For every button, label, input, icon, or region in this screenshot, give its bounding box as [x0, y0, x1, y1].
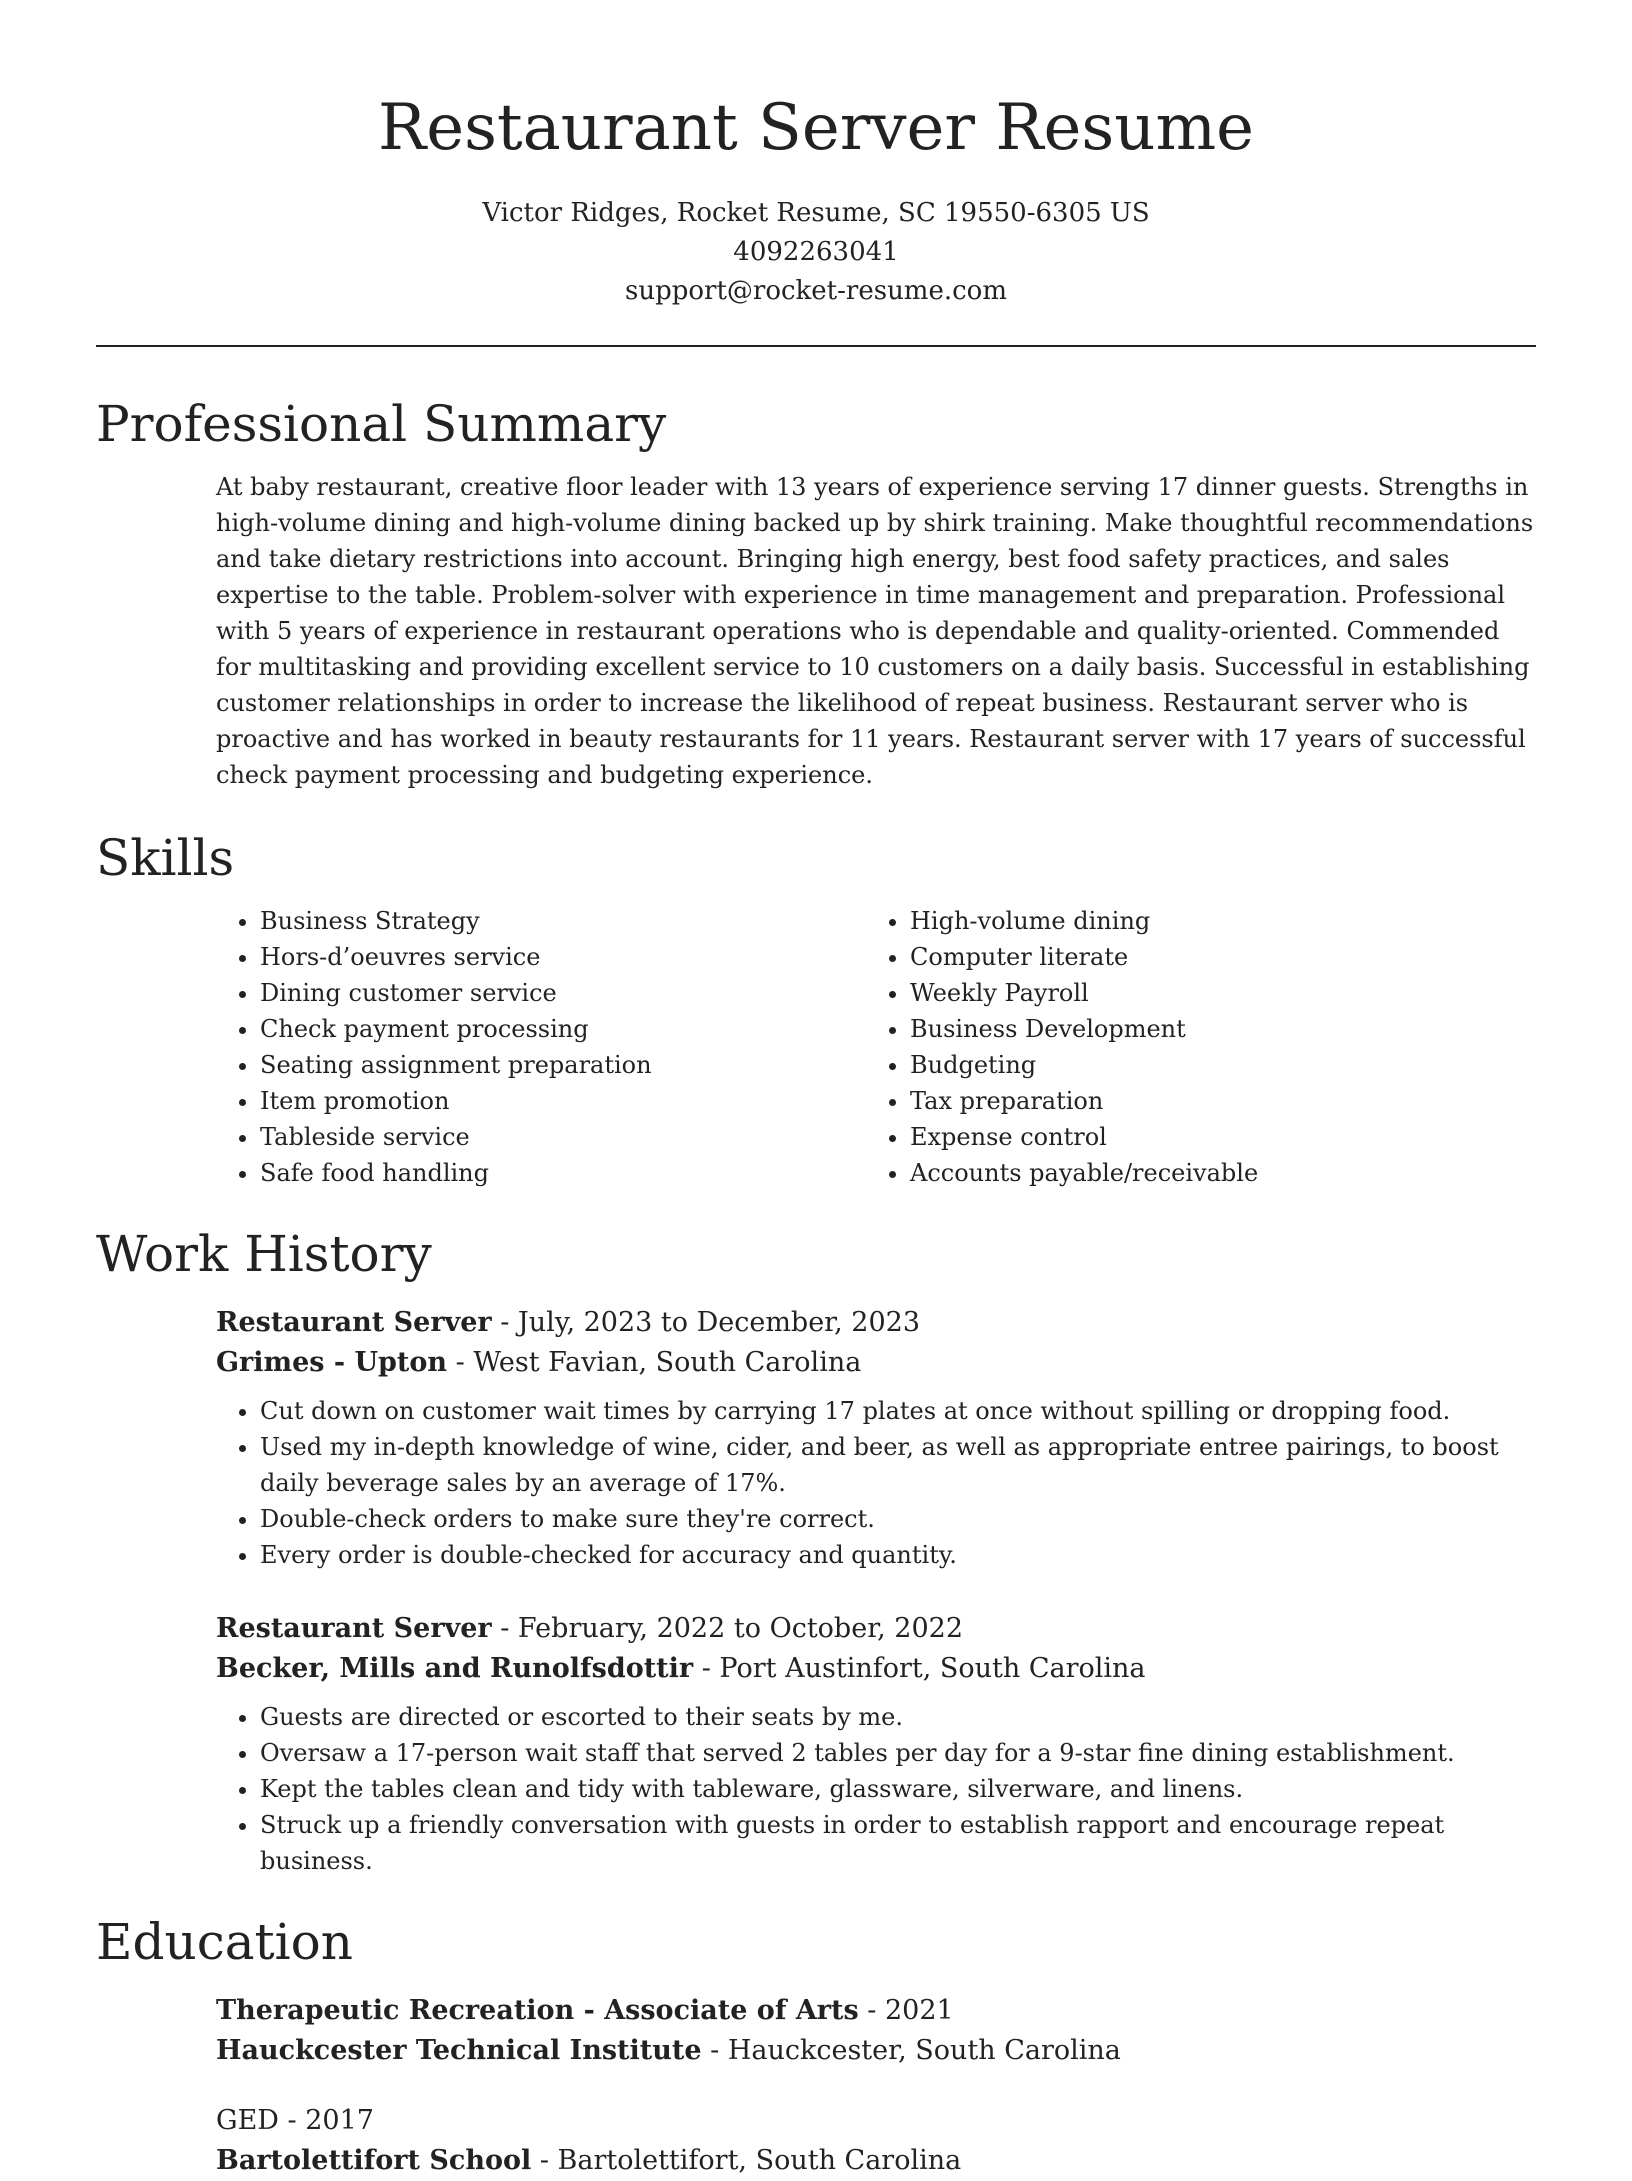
skill-item: • Expense control — [910, 1119, 1516, 1155]
education-school: Hauckcester Technical Institute — [216, 2035, 702, 2066]
job-entry — [216, 1303, 1536, 1573]
summary-heading: Professional Summary — [96, 395, 667, 453]
job-dates: - February, 2022 to October, 2022 — [491, 1613, 964, 1644]
job-bullet: • Double-check orders to make sure they're correct. — [260, 1501, 1536, 1537]
job-bullet: • Oversaw a 17-person wait staff that served 2 tables per day for a 9-star fine dining establishment. — [260, 1735, 1536, 1771]
job-company: Becker, Mills and Runolfsdottir — [216, 1653, 694, 1684]
education-section — [96, 1907, 1536, 2181]
skills-section — [96, 823, 1536, 1191]
job-bullets — [216, 1393, 1536, 1573]
education-program: GED — [216, 2105, 279, 2136]
education-location: - Bartolettifort, South Carolina — [531, 2145, 962, 2176]
skill-item: • High-volume dining — [910, 903, 1516, 939]
summary-text: At baby restaurant, creative floor leader with 13 years of experience serving 17 dinner guests. Strengths in high-volume dining and high-volume dining backed up by shirk training. Make thoughtful recommendations and take dietary restrictions into account. Bringing high energy, best food safety practices, and sales expertise to the table. Problem-solver with experience in time management and preparation. Professional with 5 years of experience in restaurant operations who is dependable and quality-oriented. Commended for multitasking and providing excellent service to 10 customers on a daily basis. Successful in establishing customer relationships in order to increase the likelihood of repeat business. Restaurant server who is proactive and has worked in beauty restaurants for 11 years. Restaurant server with 17 years of successful check payment processing and budgeting experience. — [216, 473, 1534, 789]
job-title: Restaurant Server — [216, 1307, 492, 1338]
skill-item: • Seating assignment preparation — [260, 1047, 866, 1083]
job-bullet: • Every order is double-checked for accuracy and quantity. — [260, 1537, 1536, 1573]
job-bullet: • Kept the tables clean and tidy with tableware, glassware, silverware, and linens. — [260, 1771, 1536, 1807]
contact-info — [96, 194, 1536, 311]
skill-item: • Check payment processing — [260, 1011, 866, 1047]
education-heading: Education — [96, 1913, 353, 1971]
contact-phone: 4092263041 — [733, 237, 899, 267]
job-dates: - July, 2023 to December, 2023 — [491, 1307, 921, 1338]
header-divider — [96, 345, 1536, 347]
job-title: Restaurant Server — [216, 1613, 492, 1644]
skill-item: • Budgeting — [910, 1047, 1516, 1083]
job-location: - Port Austinfort, South Carolina — [693, 1653, 1146, 1684]
skills-heading: Skills — [96, 829, 235, 887]
skills-columns — [216, 903, 1536, 1191]
contact-address: Victor Ridges, Rocket Resume, SC 19550-6305 US — [482, 198, 1150, 228]
education-entry — [216, 1991, 1536, 2071]
skills-list-left — [216, 903, 866, 1191]
job-title-line — [216, 1303, 1536, 1343]
education-school-line — [216, 2031, 1536, 2071]
education-program: Therapeutic Recreation - Associate of Arts — [216, 1995, 859, 2026]
education-school: Bartolettifort School — [216, 2145, 532, 2176]
skill-item: • Business Development — [910, 1011, 1516, 1047]
job-company-line — [216, 1343, 1536, 1383]
contact-email: support@rocket-resume.com — [624, 276, 1007, 306]
job-bullet: • Guests are directed or escorted to their seats by me. — [260, 1699, 1536, 1735]
education-program-line — [216, 1991, 1536, 2031]
education-program-line — [216, 2101, 1536, 2141]
skill-item: • Tax preparation — [910, 1083, 1516, 1119]
job-bullet: • Struck up a friendly conversation with guests in order to establish rapport and encourage repeat business. — [260, 1807, 1536, 1879]
education-entry — [216, 2101, 1536, 2181]
job-company-line — [216, 1649, 1536, 1689]
skill-item: • Tableside service — [260, 1119, 866, 1155]
job-bullet: • Cut down on customer wait times by carrying 17 plates at once without spilling or dropping food. — [260, 1393, 1536, 1429]
education-year: - 2017 — [278, 2105, 374, 2136]
education-year: - 2021 — [858, 1995, 954, 2026]
job-bullet: • Used my in-depth knowledge of wine, cider, and beer, as well as appropriate entree pairings, to boost daily beverage sales by an average of 17%. — [260, 1429, 1536, 1501]
skills-list-right — [866, 903, 1516, 1191]
education-school-line — [216, 2141, 1536, 2181]
job-entry — [216, 1609, 1536, 1879]
work-history-heading: Work History — [96, 1225, 432, 1283]
skill-item: • Dining customer service — [260, 975, 866, 1011]
skill-item: • Safe food handling — [260, 1155, 866, 1191]
skill-item: • Accounts payable/receivable — [910, 1155, 1516, 1191]
summary-section — [96, 389, 1536, 793]
job-location: - West Favian, South Carolina — [447, 1347, 862, 1378]
skill-item: • Computer literate — [910, 939, 1516, 975]
skill-item: • Item promotion — [260, 1083, 866, 1119]
job-company: Grimes - Upton — [216, 1347, 448, 1378]
skill-item: • Weekly Payroll — [910, 975, 1516, 1011]
job-bullets — [216, 1699, 1536, 1879]
skill-item: • Business Strategy — [260, 903, 866, 939]
work-history-section — [96, 1219, 1536, 1879]
resume-page — [96, 0, 1536, 2181]
education-location: - Hauckcester, South Carolina — [701, 2035, 1121, 2066]
job-title-line — [216, 1609, 1536, 1649]
skill-item: • Hors-d’oeuvres service — [260, 939, 866, 975]
resume-title: Restaurant Server Resume — [378, 91, 1254, 165]
